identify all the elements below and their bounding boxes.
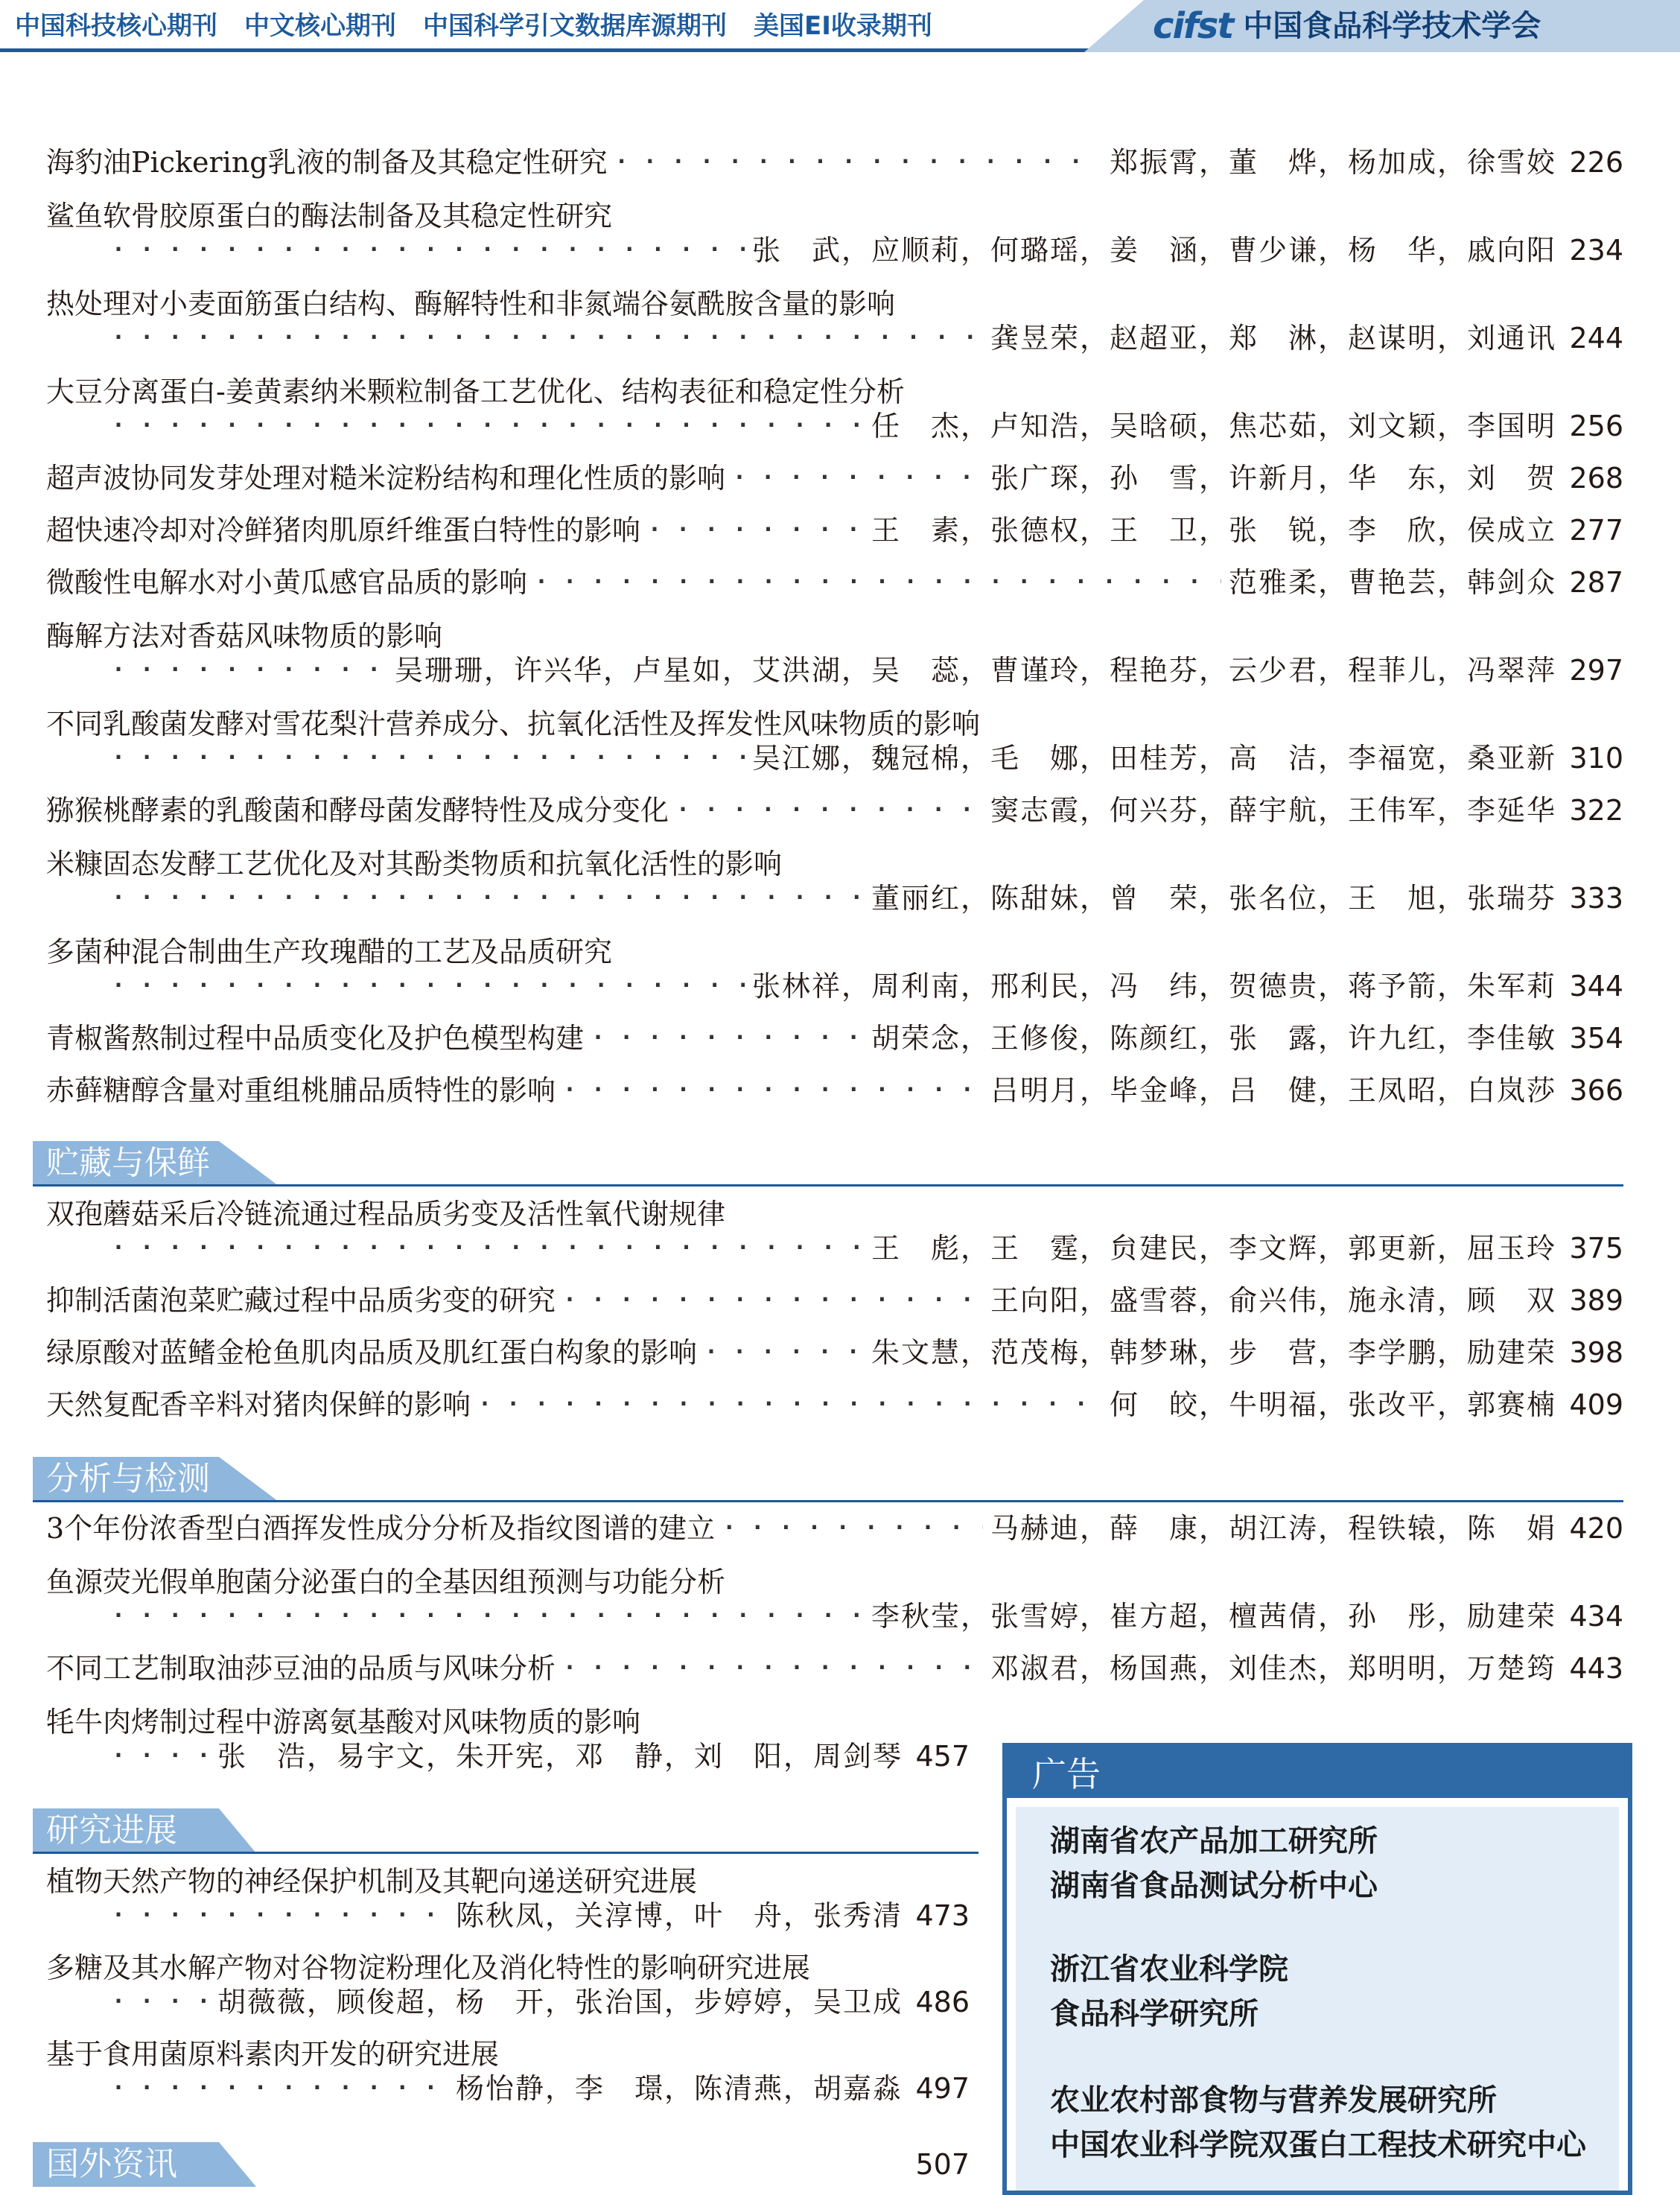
section-rule (33, 1184, 1623, 1187)
page-number: 234 (1569, 234, 1623, 267)
dot-leader (112, 1981, 210, 2023)
toc-entry[interactable] (46, 1280, 1623, 1321)
toc-entry-author-line (104, 1227, 1623, 1269)
toc-entry[interactable] (46, 509, 1623, 551)
article-authors: 王向阳，盛雪蓉，俞兴伟，施永清，顾 双 (990, 1284, 1556, 1317)
article-authors: 董丽红，陈甜妹，曾 荣，张名位，王 旭，张瑞芬 (871, 882, 1556, 915)
section-rule (33, 1500, 1623, 1502)
toc-entry-author-line (104, 229, 1623, 271)
advertiser-org: 食品科学研究所 (1050, 1997, 1259, 2031)
toc-entry[interactable] (46, 1070, 1623, 1111)
toc-entry-author-line (104, 965, 1623, 1007)
advertiser-org: 浙江省农业科学院 (1050, 1952, 1288, 1986)
dot-leader (648, 509, 864, 551)
dot-leader (563, 1280, 983, 1321)
article-title: 鲨鱼软骨胶原蛋白的酶法制备及其稳定性研究 (46, 200, 613, 232)
page-number: 409 (1569, 1388, 1623, 1421)
ad-title: 广告 (1032, 1754, 1101, 1794)
dot-leader (535, 562, 1221, 603)
page-number: 333 (1569, 882, 1623, 915)
section-heading-news (33, 2142, 979, 2187)
page-number: 497 (915, 2072, 970, 2105)
section-title: 分析与检测 (46, 1460, 210, 1498)
page-number: 310 (1569, 742, 1623, 775)
article-title: 基于食用菌原料素肉开发的研究进展 (46, 2038, 500, 2071)
article-authors: 王 彪，王 霆，贠建民，李文辉，郭更新，屈玉玲 (871, 1232, 1556, 1265)
article-title: 青椒酱熬制过程中品质变化及护色模型构建 (46, 1022, 585, 1055)
page-number: 389 (1569, 1284, 1623, 1317)
article-title: 赤藓糖醇含量对重组桃脯品质特性的影响 (46, 1074, 556, 1107)
article-title: 海豹油Pickering乳液的制备及其稳定性研究 (46, 146, 608, 179)
article-authors: 杨怡静，李 璟，陈清燕，胡嘉淼 (455, 2072, 903, 2105)
dot-leader (563, 1648, 983, 1689)
dot-leader (112, 965, 745, 1007)
page-number: 366 (1569, 1074, 1623, 1107)
article-authors: 郑振霄，董 烨，杨加成，徐雪姣 (1109, 146, 1556, 179)
article-title: 不同工艺制取油莎豆油的品质与风味分析 (46, 1652, 556, 1685)
article-title: 酶解方法对香菇风味物质的影响 (46, 620, 443, 652)
section-title: 研究进展 (46, 1811, 177, 1849)
article-authors: 胡荣念，王修俊，陈颜红，张 露，许九红，李佳敏 (871, 1022, 1556, 1055)
toc-entry-author-line (104, 405, 1623, 447)
article-authors: 张广琛，孙 雪，许新月，华 东，刘 贺 (990, 462, 1556, 495)
toc-entry[interactable] (46, 1508, 1623, 1549)
page-number: 420 (1569, 1512, 1623, 1545)
toc-entry[interactable] (46, 1384, 1623, 1426)
article-title: 微酸性电解水对小黄瓜感官品质的影响 (46, 566, 528, 599)
section-heading-analysis (33, 1457, 1623, 1502)
page-number: 398 (1569, 1336, 1623, 1369)
article-title: 多糖及其水解产物对谷物淀粉理化及消化特性的影响研究进展 (46, 1951, 811, 1984)
toc-entry-author-line (104, 1735, 970, 1777)
page-number: 322 (1569, 794, 1623, 827)
article-authors: 何 皎，牛明福，张改平，郭赛楠 (1109, 1388, 1556, 1421)
dot-leader (112, 317, 983, 359)
article-authors: 邓淑君，杨国燕，刘佳杰，郑明明，万楚筠 (990, 1652, 1556, 1685)
article-title: 鱼源荧光假单胞菌分泌蛋白的全基因组预测与功能分析 (46, 1566, 726, 1598)
article-authors: 朱文慧，范茂梅，韩梦琳，步 营，李学鹏，励建荣 (871, 1336, 1556, 1369)
article-title: 天然复配香辛料对猪肉保鲜的影响 (46, 1388, 471, 1421)
dot-leader (615, 142, 1102, 183)
dot-leader (112, 1895, 448, 1937)
journal-index-item: 中国科学引文数据库源期刊 (423, 11, 727, 41)
article-title: 热处理对小麦面筋蛋白结构、酶解特性和非氮端谷氨酰胺含量的影响 (46, 288, 896, 320)
page-number: 443 (1569, 1652, 1623, 1685)
cifst-logo-mark: cifst (1153, 5, 1233, 47)
dot-leader (112, 1227, 864, 1269)
advertiser-org: 中国农业科学院双蛋白工程技术研究中心 (1050, 2128, 1586, 2162)
page-number: 486 (915, 1986, 970, 2018)
article-title: 超声波协同发芽处理对糙米淀粉结构和理化性质的影响 (46, 462, 726, 495)
page-number: 287 (1569, 566, 1623, 599)
toc-entry-author-line (104, 2068, 970, 2109)
dot-leader (112, 877, 864, 919)
advertiser-org: 湖南省食品测试分析中心 (1050, 1869, 1378, 1903)
section-heading-progress (33, 1808, 979, 1853)
dot-leader (112, 649, 387, 691)
article-authors: 吴珊珊，许兴华，卢星如，艾洪湖，吴 蕊，曹谨玲，程艳芬，云少君，程菲儿，冯翠萍 (394, 654, 1556, 687)
article-authors: 吴江娜，魏冠棉，毛 娜，田桂芳，高 洁，李福宽，桑亚新 (751, 742, 1556, 775)
dot-leader (112, 1595, 864, 1637)
advertiser-box (1002, 1743, 1632, 2195)
section-title: 贮藏与保鲜 (46, 1144, 210, 1182)
toc-entry-author-line (104, 737, 1623, 779)
toc-entry[interactable] (46, 1017, 1623, 1059)
article-title: 多菌种混合制曲生产玫瑰醋的工艺及品质研究 (46, 936, 613, 968)
toc-entry[interactable] (46, 142, 1623, 183)
dot-leader (563, 1070, 983, 1111)
dot-leader (733, 457, 983, 499)
journal-index-item: 中文核心期刊 (244, 11, 396, 41)
dot-leader (112, 2068, 448, 2109)
article-authors: 张 浩，易宇文，朱开宪，邓 静，刘 阳，周剑琴 (217, 1740, 903, 1773)
ad-body (1016, 1807, 1619, 2191)
article-authors: 李秋莹，张雪婷，崔方超，檀茜倩，孙 彤，励建荣 (871, 1600, 1556, 1633)
advertiser-org: 湖南省农产品加工研究所 (1050, 1824, 1378, 1858)
journal-index-item: 美国EI收录期刊 (754, 11, 932, 41)
article-title: 不同乳酸菌发酵对雪花梨汁营养成分、抗氧化活性及挥发性风味物质的影响 (46, 708, 981, 740)
dot-leader (112, 1735, 210, 1777)
article-title: 牦牛肉烤制过程中游离氨基酸对风味物质的影响 (46, 1706, 641, 1738)
article-title: 米糠固态发酵工艺优化及对其酚类物质和抗氧化活性的影响 (46, 848, 783, 880)
article-authors: 陈秋凤，关淳博，叶 舟，张秀清 (455, 1899, 903, 1932)
dot-leader (722, 1508, 983, 1549)
page-number: 277 (1569, 514, 1623, 547)
page-number: 375 (1569, 1232, 1623, 1265)
page-number: 457 (915, 1740, 970, 1773)
article-title: 大豆分离蛋白-姜黄素纳米颗粒制备工艺优化、结构表征和稳定性分析 (46, 375, 905, 408)
dot-leader (676, 790, 983, 831)
article-authors: 范雅柔，曹艳芸，韩剑众 (1228, 566, 1556, 599)
toc-entry-author-line (104, 1595, 1623, 1637)
toc-entry[interactable] (46, 457, 1623, 499)
article-authors: 张 武，应顺莉，何璐瑶，姜 涵，曹少谦，杨 华，戚向阳 (751, 234, 1556, 267)
section-rule (33, 1852, 979, 1854)
article-title: 猕猴桃酵素的乳酸菌和酵母菌发酵特性及成分变化 (46, 794, 669, 827)
article-title: 植物天然产物的神经保护机制及其靶向递送研究进展 (46, 1865, 698, 1898)
toc-entry[interactable] (46, 562, 1623, 603)
article-authors: 窦志霞，何兴芬，薛宇航，王伟军，李延华 (990, 794, 1556, 827)
page-number: 434 (1569, 1600, 1623, 1633)
toc-entry[interactable] (46, 1332, 1623, 1373)
toc-entry[interactable] (46, 790, 1623, 831)
article-authors: 马赫迪，薛 康，胡江涛，程铁辕，陈 娟 (990, 1512, 1556, 1545)
dot-leader (112, 405, 864, 447)
advertiser-org: 农业农村部食物与营养发展研究所 (1050, 2083, 1497, 2118)
dot-leader (478, 1384, 1102, 1426)
article-authors: 王 素，张德权，王 卫，张 锐，李 欣，侯成立 (871, 514, 1556, 547)
page-number: 256 (1569, 410, 1623, 442)
toc-entry-author-line (104, 649, 1623, 691)
article-authors: 吕明月，毕金峰，吕 健，王凤昭，白岚莎 (990, 1074, 1556, 1107)
toc-entry-author-line (104, 317, 1623, 359)
toc-entry-author-line (104, 877, 1623, 919)
page-number: 268 (1569, 462, 1623, 495)
toc-entry[interactable] (46, 1648, 1623, 1689)
page-number: 354 (1569, 1022, 1623, 1055)
toc-entry-author-line (104, 1981, 970, 2023)
article-authors: 张林祥，周利南，邢利民，冯 纬，贺德贵，蒋予箭，朱军莉 (751, 970, 1556, 1003)
article-authors: 龚昱荣，赵超亚，郑 淋，赵谋明，刘通讯 (990, 322, 1556, 355)
section-heading-storage (33, 1141, 1623, 1186)
article-title: 抑制活菌泡菜贮藏过程中品质劣变的研究 (46, 1284, 556, 1317)
article-title: 3个年份浓香型白酒挥发性成分分析及指纹图谱的建立 (46, 1512, 716, 1545)
dot-leader (112, 737, 745, 779)
toc-entry-author-line (104, 1895, 970, 1937)
page-number: 297 (1569, 654, 1623, 687)
dot-leader (591, 1017, 864, 1059)
page-number: 344 (1569, 970, 1623, 1003)
article-title: 绿原酸对蓝鳍金枪鱼肌肉品质及肌红蛋白构象的影响 (46, 1336, 698, 1369)
section-title: 国外资讯 (46, 2145, 177, 2183)
article-authors: 任 杰，卢知浩，吴晗硕，焦芯茹，刘文颖，李国明 (871, 410, 1556, 442)
page-number: 226 (1569, 146, 1623, 179)
article-authors: 胡薇薇，顾俊超，杨 开，张治国，步婷婷，吴卫成 (217, 1986, 903, 2018)
page-number: 244 (1569, 322, 1623, 355)
dot-leader (704, 1332, 864, 1373)
page-number: 473 (915, 1899, 970, 1932)
society-name: 中国食品科学技术学会 (1243, 8, 1541, 43)
article-title: 超快速冷却对冷鲜猪肉肌原纤维蛋白特性的影响 (46, 514, 641, 547)
journal-index-item: 中国科技核心期刊 (15, 11, 217, 41)
article-title: 双孢蘑菇采后冷链流通过程品质劣变及活性氧代谢规律 (46, 1198, 726, 1230)
news-page-number: 507 (915, 2148, 970, 2181)
dot-leader (112, 229, 745, 271)
